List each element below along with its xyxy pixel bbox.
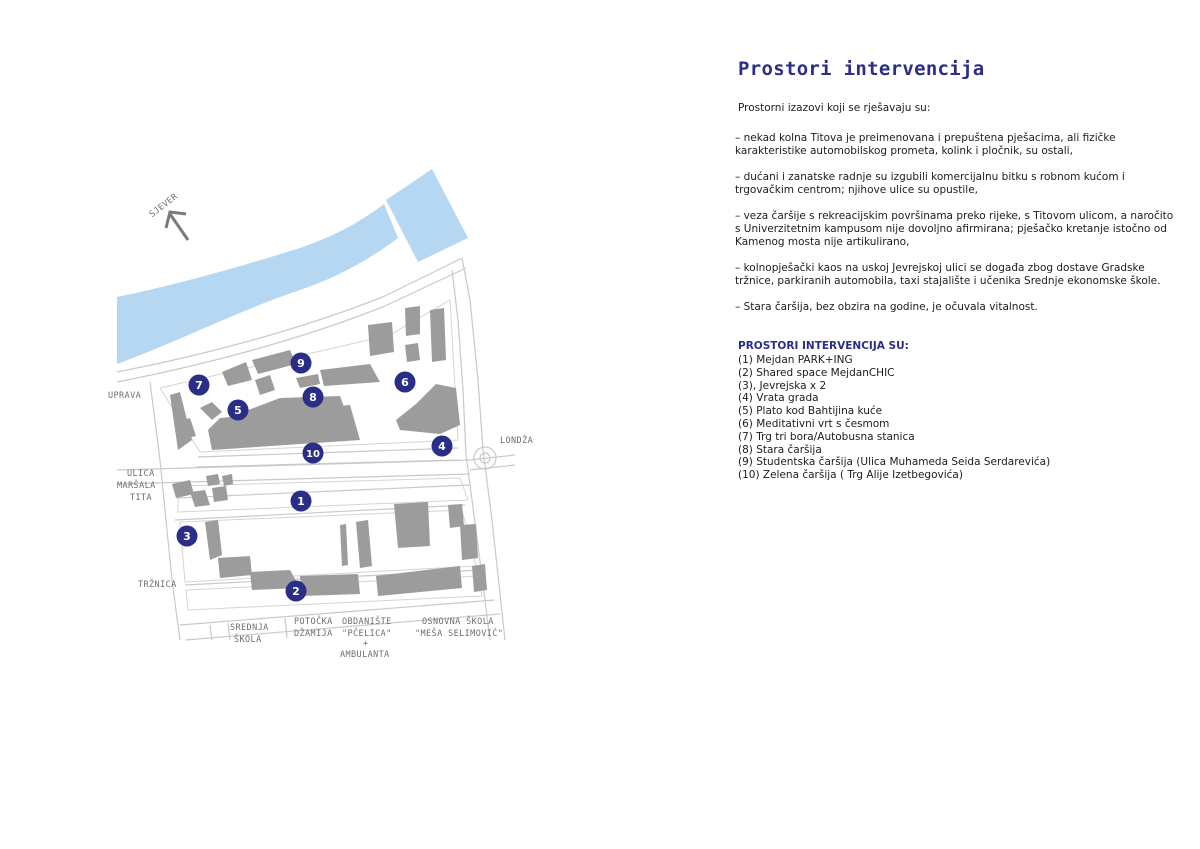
svg-text:6: 6 xyxy=(401,376,409,389)
svg-text:7: 7 xyxy=(195,379,203,392)
marker-1[interactable] xyxy=(291,491,312,512)
marker-4[interactable] xyxy=(432,436,453,457)
challenge-item: – veza čaršije s rekreacijskim površinama preko rijeke, s Titovom ulicom, a naročito s Univerzitetnim kampusom nije dovoljno afirmirana; pješačko kretanje istočno od Kamenog mosta nije artikulirano, xyxy=(735,210,1174,248)
marker-9[interactable] xyxy=(291,353,312,374)
label-londza: LONDŽA xyxy=(500,436,534,446)
label-uprava: UPRAVA xyxy=(108,391,142,401)
label-ulica: ULICA xyxy=(127,469,155,479)
intervention-item: (1) Mejdan PARK+ING xyxy=(738,354,853,366)
interventions-heading: PROSTORI INTERVENCIJA SU: xyxy=(738,340,909,352)
svg-text:9: 9 xyxy=(297,357,305,370)
label-osnovna: OSNOVNA ŠKOLA xyxy=(422,617,494,627)
marker-8[interactable] xyxy=(303,387,324,408)
challenge-item: – kolnopješački kaos na uskoj Jevrejskoj ulici se događa zbog dostave Gradske tržnice, parkiranih automobila, taxi stajalište i učenika Srednje ekonomske škole. xyxy=(735,262,1161,287)
svg-text:1: 1 xyxy=(297,495,305,508)
challenge-item: – Stara čaršija, bez obzira na godine, je očuvala vitalnost. xyxy=(735,301,1038,313)
label-potocka: POTOČKA xyxy=(294,617,333,627)
intervention-item: (2) Shared space MejdanCHIC xyxy=(738,366,895,379)
page-title: Prostori intervencija xyxy=(738,58,985,80)
label-srednja: SREDNJA xyxy=(230,623,269,633)
intervention-item: (6) Meditativni vrt s česmom xyxy=(738,417,890,430)
intro-text: Prostorni izazovi koji se rješavaju su: xyxy=(738,102,931,114)
label-pcelica: "PČELICA" xyxy=(342,629,392,639)
label-tita: TITA xyxy=(130,493,153,503)
river-east xyxy=(386,169,468,262)
challenge-item: – dućani i zanatske radnje su izgubili komercijalnu bitku s robnom kućom i trgovačkim centrom; njihove ulice su opustile, xyxy=(735,171,1125,196)
label-marsala: MARŠALA xyxy=(117,481,156,491)
label-skola: ŠKOLA xyxy=(234,635,262,645)
svg-text:4: 4 xyxy=(438,440,446,453)
intervention-item: (8) Stara čaršija xyxy=(738,443,822,456)
marker-2[interactable] xyxy=(286,581,307,602)
intervention-item: (5) Plato kod Bahtijina kuće xyxy=(738,405,883,418)
marker-7[interactable] xyxy=(189,375,210,396)
north-label: SJEVER xyxy=(147,191,180,220)
description-panel xyxy=(735,58,1175,482)
label-ambulanta: AMBULANTA xyxy=(340,650,390,660)
marker-6[interactable] xyxy=(395,372,416,393)
svg-text:10: 10 xyxy=(306,449,320,460)
label-plus: + xyxy=(363,639,369,649)
svg-text:8: 8 xyxy=(309,391,317,404)
intervention-item: (10) Zelena čaršija ( Trg Alije Izetbegovića) xyxy=(738,469,963,482)
svg-text:5: 5 xyxy=(234,404,242,417)
north-arrow-icon xyxy=(166,212,188,240)
intervention-item: (9) Studentska čaršija (Ulica Muhameda Seida Serdarevića) xyxy=(738,456,1051,469)
label-trznica: TRŽNICA xyxy=(138,580,177,590)
intervention-item: (4) Vrata grada xyxy=(738,392,819,405)
label-dzamija: DŽAMIJA xyxy=(294,629,333,639)
intervention-item: (3), Jevrejska x 2 xyxy=(738,379,827,392)
marker-10[interactable] xyxy=(303,443,324,464)
marker-3[interactable] xyxy=(177,526,198,547)
label-obdaniste: OBDANIŠTE xyxy=(342,617,392,627)
intervention-item: (7) Trg tri bora/Autobusna stanica xyxy=(738,430,915,443)
river xyxy=(117,204,398,364)
label-mesa: "MEŠA SELIMOVIĆ" xyxy=(415,629,504,639)
challenge-item: – nekad kolna Titova je preimenovana i prepuštena pješacima, ali fizičke karakteristike automobilskog prometa, kolink i pločnik, su ostali, xyxy=(735,132,1116,157)
svg-text:2: 2 xyxy=(292,585,300,598)
marker-5[interactable] xyxy=(228,400,249,421)
svg-text:3: 3 xyxy=(183,530,191,543)
